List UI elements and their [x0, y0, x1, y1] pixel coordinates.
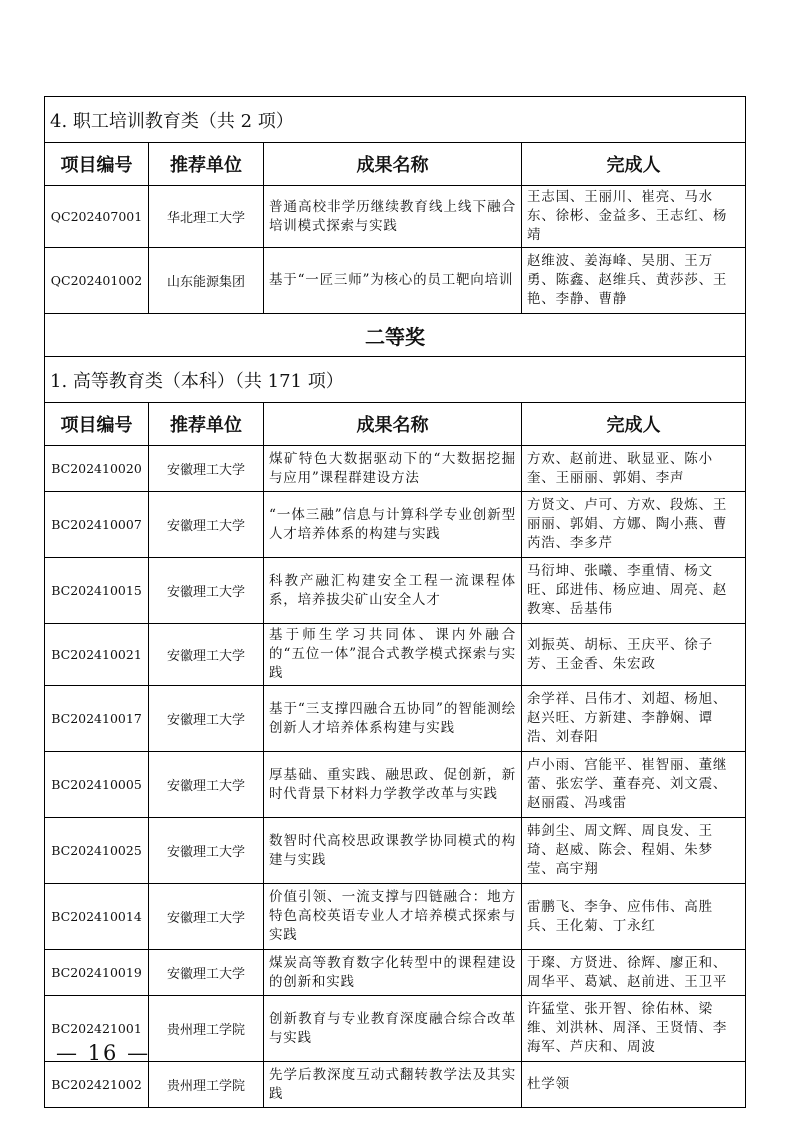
recommending-unit: 安徽理工大学	[149, 950, 264, 996]
achievement-title: 价值引领、一流支撑与四链融合：地方特色高校英语专业人才培养模式探索与实践	[264, 884, 522, 950]
project-code: BC202410007	[45, 492, 149, 558]
completers: 方欢、赵前进、耿显亚、陈小奎、王丽丽、郭娟、李声	[522, 446, 746, 492]
table-row	[45, 950, 746, 996]
recommending-unit: 贵州理工学院	[149, 996, 264, 1062]
completers: 刘振英、胡标、王庆平、徐子芳、王金香、朱宏政	[522, 624, 746, 686]
achievement-title: 厚基础、重实践、融思政、促创新，新时代背景下材料力学教学改革与实践	[264, 752, 522, 818]
recommending-unit: 山东能源集团	[149, 248, 264, 314]
header-title: 成果名称	[264, 143, 522, 186]
achievement-title: “一体三融”信息与计算科学专业创新型人才培养体系的构建与实践	[264, 492, 522, 558]
achievement-title: 基于“三支撑四融合五协同”的智能测绘创新人才培养体系构建与实践	[264, 686, 522, 752]
achievement-title: 创新教育与专业教育深度融合综合改革与实践	[264, 996, 522, 1062]
page-number: — 16 —	[56, 1041, 151, 1065]
project-code: BC202410020	[45, 446, 149, 492]
header-code: 项目编号	[45, 143, 149, 186]
table-row	[45, 1062, 746, 1108]
recommending-unit: 安徽理工大学	[149, 686, 264, 752]
completers: 雷鹏飞、李争、应伟伟、高胜兵、王化菊、丁永红	[522, 884, 746, 950]
achievement-title: 煤矿特色大数据驱动下的“大数据挖掘与应用”课程群建设方法	[264, 446, 522, 492]
completers: 韩剑尘、周文辉、周良发、王琦、赵威、陈会、程娟、朱梦莹、高宇翔	[522, 818, 746, 884]
achievement-title: 科教产融汇构建安全工程一流课程体系，培养拔尖矿山安全人才	[264, 558, 522, 624]
completers: 马衍坤、张曦、李重情、杨文旺、邱进伟、杨应迪、周亮、赵教寒、岳基伟	[522, 558, 746, 624]
project-code: BC202410021	[45, 624, 149, 686]
project-code: BC202410005	[45, 752, 149, 818]
project-code: BC202421001	[45, 996, 149, 1062]
recommending-unit: 安徽理工大学	[149, 624, 264, 686]
completers: 杜学领	[522, 1062, 746, 1108]
table-row	[45, 624, 746, 686]
project-code: QC202401002	[45, 248, 149, 314]
table-row	[45, 492, 746, 558]
completers: 余学祥、吕伟才、刘超、杨旭、赵兴旺、方新建、李静娴、谭浩、刘春阳	[522, 686, 746, 752]
header-title: 成果名称	[264, 403, 522, 446]
recommending-unit: 安徽理工大学	[149, 884, 264, 950]
header-unit: 推荐单位	[149, 403, 264, 446]
recommending-unit: 安徽理工大学	[149, 492, 264, 558]
achievement-title: 煤炭高等教育数字化转型中的课程建设的创新和实践	[264, 950, 522, 996]
table-row	[45, 446, 746, 492]
table-header-row	[45, 143, 746, 186]
project-code: BC202410017	[45, 686, 149, 752]
recommending-unit: 安徽理工大学	[149, 558, 264, 624]
achievement-title: 基于“一匠三师”为核心的员工靶向培训	[264, 248, 522, 314]
header-people: 完成人	[522, 403, 746, 446]
project-code: BC202410014	[45, 884, 149, 950]
completers: 方贤文、卢可、方欢、段炼、王丽丽、郭娟、方娜、陶小燕、曹芮浩、李多芹	[522, 492, 746, 558]
table-row	[45, 752, 746, 818]
header-code: 项目编号	[45, 403, 149, 446]
completers: 卢小雨、宫能平、崔智丽、董继蕾、张宏学、董春亮、刘文震、赵丽霞、冯彧雷	[522, 752, 746, 818]
table-row	[45, 248, 746, 314]
table-header-row	[45, 403, 746, 446]
table-row	[45, 186, 746, 248]
recommending-unit: 安徽理工大学	[149, 818, 264, 884]
project-code: QC202407001	[45, 186, 149, 248]
project-code: BC202410015	[45, 558, 149, 624]
table-row	[45, 884, 746, 950]
section-heading-vocational: 4. 职工培训教育类（共 2 项）	[45, 97, 746, 143]
project-code: BC202410025	[45, 818, 149, 884]
recommending-unit: 华北理工大学	[149, 186, 264, 248]
recommending-unit: 安徽理工大学	[149, 446, 264, 492]
completers: 许猛堂、张开智、徐佑林、梁维、刘洪林、周泽、王贤情、李海军、芦庆和、周波	[522, 996, 746, 1062]
table-row	[45, 818, 746, 884]
completers: 王志国、王丽川、崔亮、马水东、徐彬、金益多、王志红、杨靖	[522, 186, 746, 248]
achievement-title: 基于师生学习共同体、课内外融合的“五位一体”混合式教学模式探索与实践	[264, 624, 522, 686]
section-heading-higher-education: 1. 高等教育类（本科）（共 171 项）	[45, 357, 746, 403]
header-people: 完成人	[522, 143, 746, 186]
project-code: BC202421002	[45, 1062, 149, 1108]
project-code: BC202410019	[45, 950, 149, 996]
awards-table	[44, 96, 746, 1108]
completers: 于璨、方贤进、徐辉、廖正和、周华平、葛斌、赵前进、王卫平	[522, 950, 746, 996]
achievement-title: 先学后教深度互动式翻转教学法及其实践	[264, 1062, 522, 1108]
header-unit: 推荐单位	[149, 143, 264, 186]
table-row	[45, 558, 746, 624]
completers: 赵维波、姜海峰、吴朋、王万勇、陈鑫、赵维兵、黄莎莎、王艳、李静、曹静	[522, 248, 746, 314]
recommending-unit: 贵州理工学院	[149, 1062, 264, 1108]
recommending-unit: 安徽理工大学	[149, 752, 264, 818]
award-level-heading: 二等奖	[45, 314, 746, 357]
achievement-title: 普通高校非学历继续教育线上线下融合培训模式探索与实践	[264, 186, 522, 248]
achievement-title: 数智时代高校思政课教学协同模式的构建与实践	[264, 818, 522, 884]
table-row	[45, 686, 746, 752]
